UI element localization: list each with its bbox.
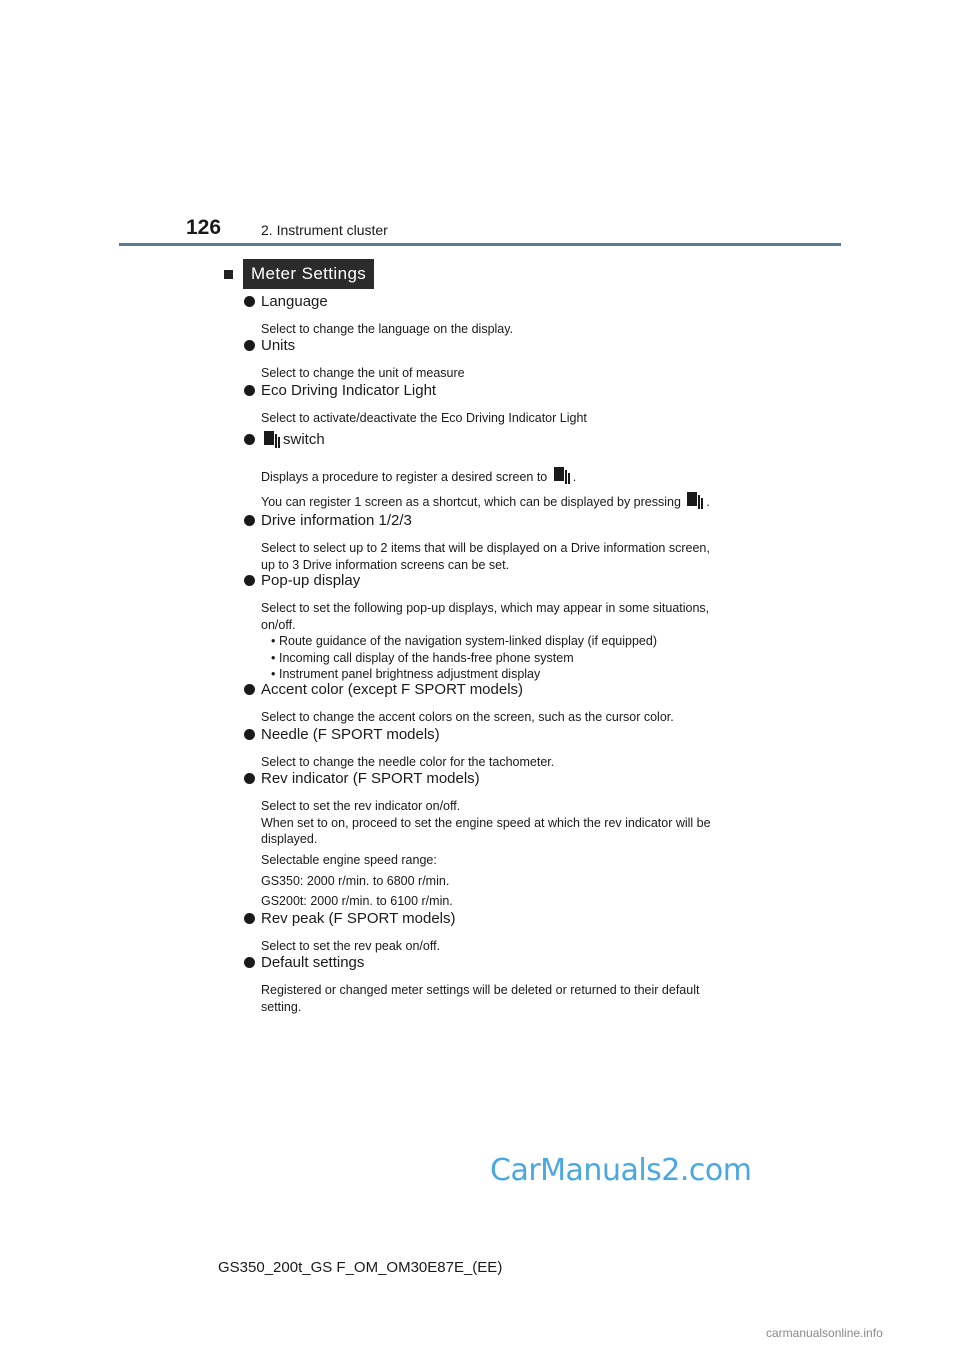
item-title: Default settings: [261, 954, 365, 971]
item-description: Select to set the rev indicator on/off. When set to on, proceed to set the engine speed at which the rev indicator will be displayed.: [261, 799, 711, 846]
item-screen-switch: [244, 431, 325, 448]
item-description: Select to change the language on the display.: [261, 322, 514, 336]
item-description: Select to change the needle color for the tachometer.: [261, 755, 555, 769]
item-rev-indicator: [244, 770, 480, 787]
item-description: GS350: 2000 r/min. to 6800 r/min.: [261, 874, 450, 888]
item-rev-peak: [244, 910, 456, 927]
item-title: Rev peak (F SPORT models): [261, 910, 456, 927]
header-divider: [119, 243, 841, 246]
item-description: Selectable engine speed range:: [261, 853, 437, 867]
item-units: [244, 337, 295, 354]
item-title: Rev indicator (F SPORT models): [261, 770, 480, 787]
item-title: Drive information 1/2/3: [261, 512, 412, 529]
bullet-icon: [244, 575, 255, 586]
bullet-icon: [244, 957, 255, 968]
item-eco-driving-indicator: [244, 382, 436, 399]
heading-label: Meter Settings: [243, 259, 374, 289]
item-popup-display: [244, 572, 360, 589]
bullet-icon: [244, 729, 255, 740]
screen-shortcut-icon: [264, 431, 280, 448]
site-credit: carmanualsonline.info: [766, 1326, 883, 1340]
bullet-icon: [244, 773, 255, 784]
item-drive-information: [244, 512, 412, 529]
item-title: Eco Driving Indicator Light: [261, 382, 437, 399]
item-title: Pop-up display: [261, 572, 361, 589]
item-title: Needle (F SPORT models): [261, 726, 440, 743]
watermark: CarManuals2.com: [490, 1153, 752, 1188]
item-description: GS200t: 2000 r/min. to 6100 r/min.: [261, 894, 453, 908]
section-heading: [224, 259, 374, 289]
item-description: Select to set the following pop-up displays, which may appear in some situations, on/off. • Route guidance of the navigation system-linked display (if equipped) • Incoming call display of the hands-free phone system • Instrument panel brightness adjustment display: [261, 600, 751, 683]
document-code: GS350_200t_GS F_OM_OM30E87E_(EE): [218, 1259, 503, 1276]
square-bullet-icon: [224, 270, 233, 279]
item-title: Units: [261, 337, 296, 354]
bullet-icon: [244, 684, 255, 695]
item-title: Accent color (except F SPORT models): [261, 681, 524, 698]
screen-shortcut-icon: [687, 492, 703, 509]
item-needle: [244, 726, 440, 743]
item-description: Select to change the unit of measure: [261, 366, 465, 380]
item-description: Select to select up to 2 items that will be displayed on a Drive information screen, up to 3 Drive information screens can be set.: [261, 541, 710, 572]
bullet-icon: [244, 340, 255, 351]
item-language: [244, 293, 328, 310]
item-default-settings: [244, 954, 364, 971]
list-item: • Instrument panel brightness adjustment display: [271, 667, 541, 681]
item-title: Language: [261, 293, 328, 310]
bullet-icon: [244, 913, 255, 924]
item-accent-color: [244, 681, 523, 698]
item-description: You can register 1 screen as a shortcut, which can be displayed by pressing .: [261, 492, 751, 511]
section-title: 2. Instrument cluster: [261, 222, 388, 238]
bullet-icon: [244, 385, 255, 396]
bullet-icon: [244, 296, 255, 307]
screen-shortcut-icon: [554, 467, 570, 484]
list-item: • Route guidance of the navigation system-linked display (if equipped): [271, 634, 658, 648]
list-item: • Incoming call display of the hands-free phone system: [271, 650, 574, 665]
item-description: Registered or changed meter settings will be deleted or returned to their default setting.: [261, 983, 700, 1014]
item-description: Select to set the rev peak on/off.: [261, 939, 441, 953]
page-number: 126: [186, 216, 222, 239]
item-description: Select to change the accent colors on the screen, such as the cursor color.: [261, 710, 674, 724]
item-description: Select to activate/deactivate the Eco Driving Indicator Light: [261, 411, 587, 425]
item-description: Displays a procedure to register a desired screen to .: [261, 467, 751, 486]
bullet-icon: [244, 515, 255, 526]
item-title: switch: [283, 431, 325, 448]
bullet-icon: [244, 434, 255, 445]
